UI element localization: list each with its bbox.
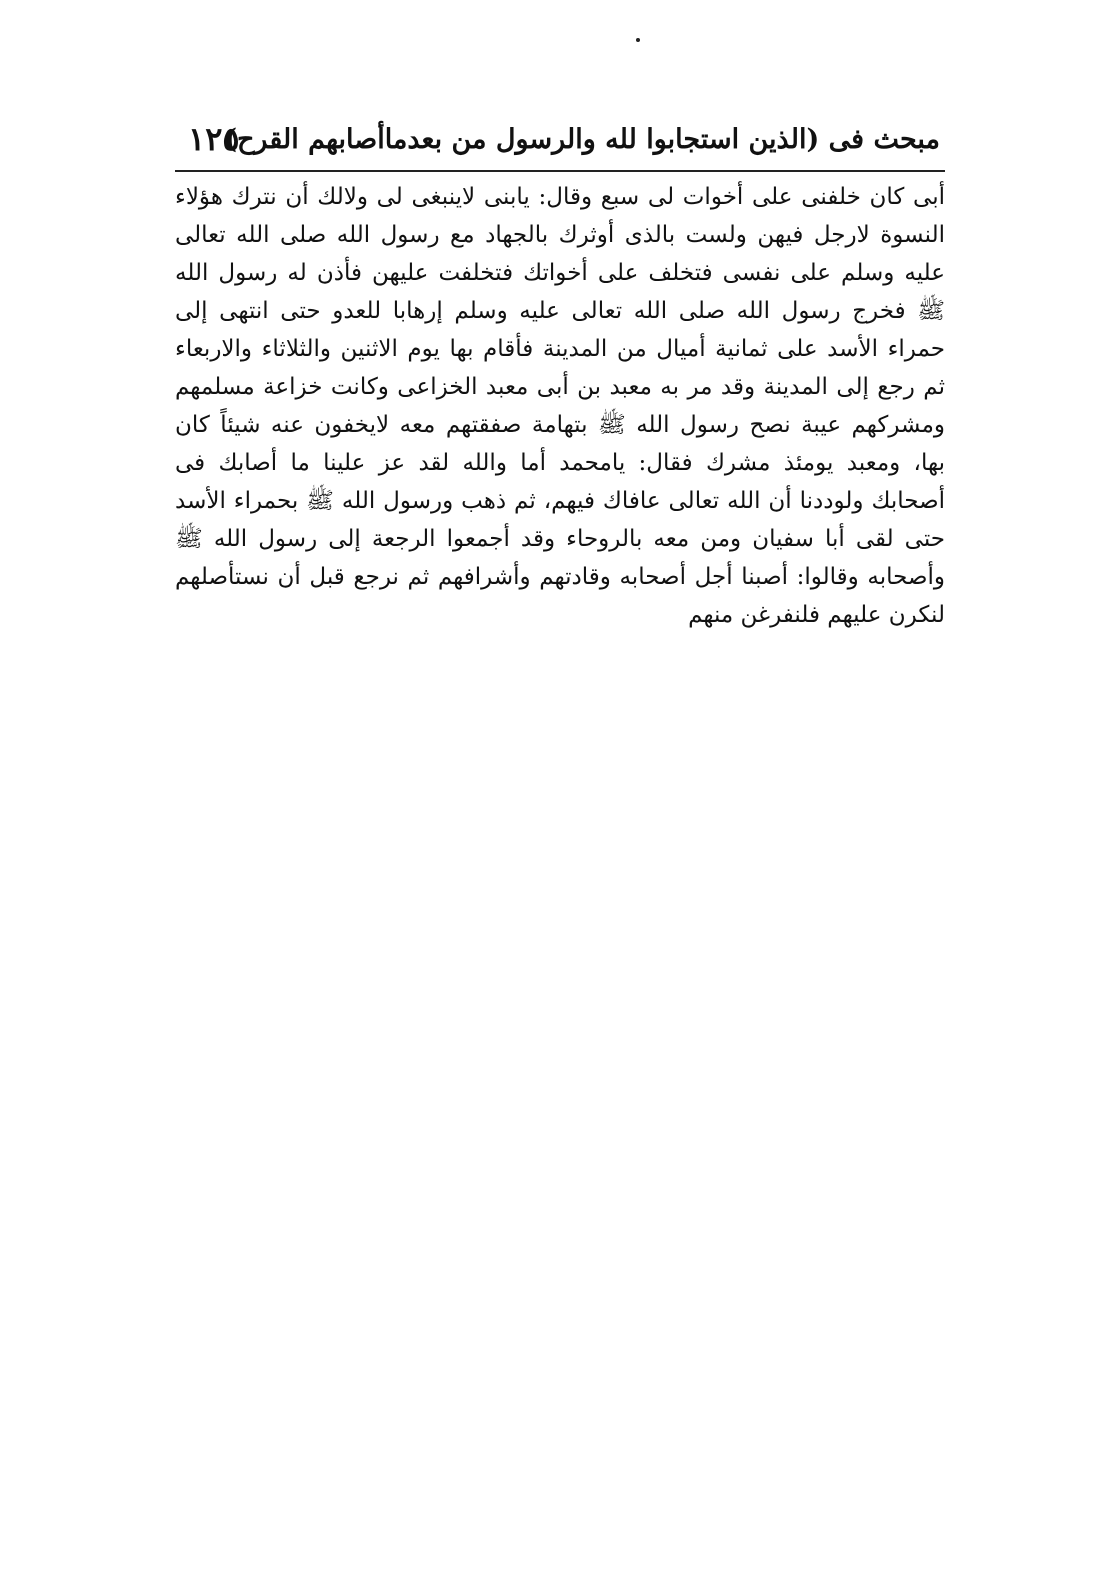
header-rule <box>175 170 945 172</box>
page-mark <box>636 38 640 42</box>
running-header <box>180 118 940 166</box>
body-text: أبى كان خلفنى على أخوات لى سبع وقال: يابنى لاينبغى لى ولالك أن نترك هؤلاء النسوة لارجل فيهن ولست بالذى أوثرك بالجهاد مع رسول الله صلى الله تعالى عليه وسلم على نفسى فتخلف على أخواتك فتخلفت عليهن فأذن له رسول الله ﷺ فخرج رسول الله صلى الله تعالى عليه وسلم إرهابا للعدو حتى انتهى إلى حمراء الأسد على ثمانية أميال من المدينة فأقام بها يوم الاثنين والثلاثاء والاربعاء ثم رجع إلى المدينة وقد مر به معبد بن أبى معبد الخزاعى وكانت خزاعة مسلمهم ومشركهم عيبة نصح رسول الله ﷺ بتهامة صفقتهم معه لايخفون عنه شيئاً كان بها، ومعبد يومئذ مشرك فقال: يامحمد أما والله لقد عز علينا ما أصابك فى أصحابك ولوددنا أن الله تعالى عافاك فيهم، ثم ذهب ورسول الله ﷺ بحمراء الأسد حتى لقى أبا سفيان ومن معه بالروحاء وقد أجمعوا الرجعة إلى رسول الله ﷺ وأصحابه وقالوا: أصبنا أجل أصحابه وقادتهم وأشرافهم ثم نرجع قبل أن نستأصلهم لنكرن عليهم فلنفرغن منهم <box>175 184 945 628</box>
page-number: ١٢٥ <box>188 120 240 158</box>
header-title: مبحث فى (الذين استجابوا لله والرسول من بعدماأصابهم القرح) <box>224 124 940 155</box>
